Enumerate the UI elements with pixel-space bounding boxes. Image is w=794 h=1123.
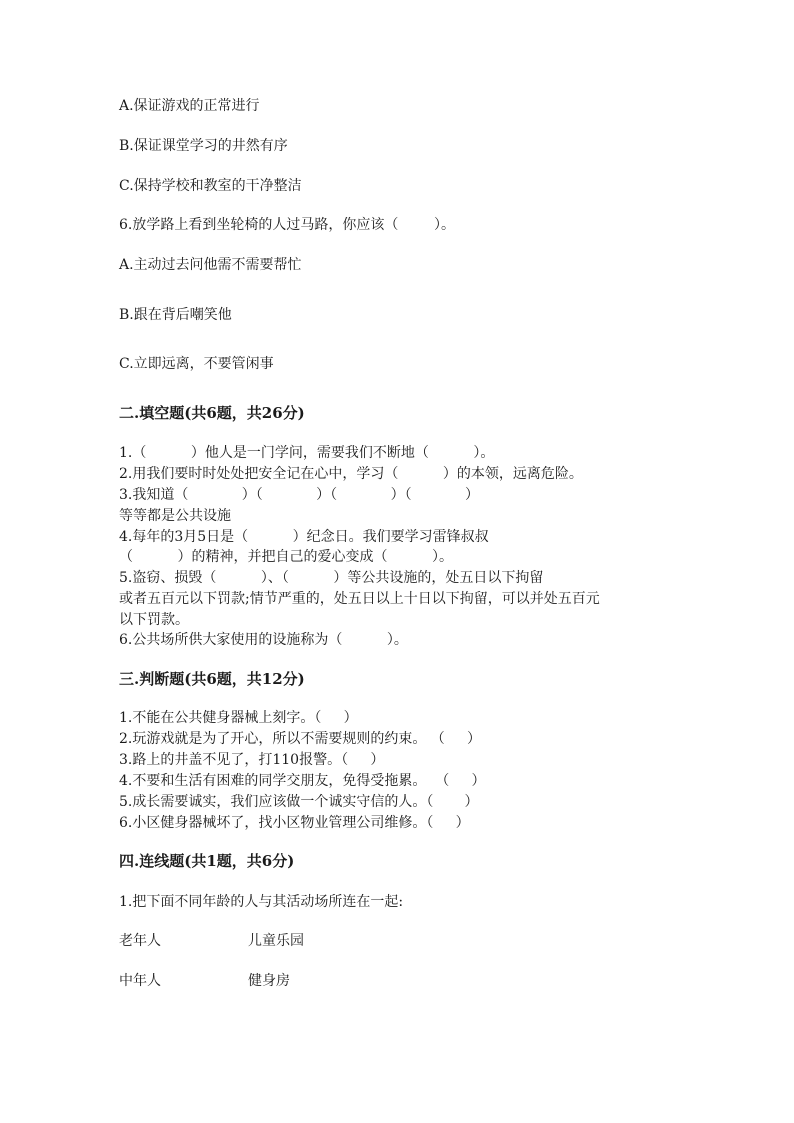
judge-line: 3.路上的井盖不见了，打110报警。（ ）	[119, 752, 385, 768]
judge-line: 5.成长需要诚实，我们应该做一个诚实守信的人。（ ）	[119, 794, 479, 810]
section3-title: 三.判断题(共6题，共12分)	[119, 670, 305, 688]
q6-option-a: A.主动过去问他需不需要帮忙	[119, 257, 302, 273]
matching-stem: 1.把下面不同年龄的人与其活动场所连在一起:	[119, 894, 404, 910]
fill-line: （ ）的精神，并把自己的爱心变成（ ）。	[119, 549, 454, 565]
q5-option-b: B.保证课堂学习的井然有序	[119, 138, 288, 154]
judge-line: 6.小区健身器械坏了，找小区物业管理公司维修。（ ）	[119, 815, 470, 831]
fill-line: 等等都是公共设施	[119, 508, 231, 524]
fill-line: 6.公共场所供大家使用的设施称为（ ）。	[119, 632, 408, 648]
fill-line: 或者五百元以下罚款;情节严重的，处五日以上十日以下拘留，可以并处五百元	[119, 591, 600, 607]
section4-title: 四.连线题(共1题，共6分)	[119, 852, 295, 870]
q6-option-b: B.跟在背后嘲笑他	[119, 307, 232, 323]
matching-left-item: 中年人	[119, 973, 161, 989]
q5-option-c: C.保持学校和教室的干净整洁	[119, 178, 302, 194]
matching-left-item: 老年人	[119, 933, 161, 949]
fill-line: 4.每年的3月5日是（ ）纪念日。我们要学习雷锋叔叔	[119, 529, 489, 545]
q5-option-a: A.保证游戏的正常进行	[119, 98, 260, 114]
q6-option-c: C.立即远离，不要管闲事	[119, 356, 274, 372]
q6-stem: 6.放学路上看到坐轮椅的人过马路，你应该（ ）。	[119, 217, 455, 233]
matching-right-item: 儿童乐园	[248, 933, 304, 949]
judge-line: 2.玩游戏就是为了开心，所以不需要规则的约束。 （ ）	[119, 731, 482, 747]
matching-right-item: 健身房	[248, 973, 290, 989]
fill-line: 3.我知道（ ）（ ）（ ）（ ）	[119, 487, 479, 503]
judge-line: 4.不要和生活有困难的同学交朋友，免得受拖累。 （ ）	[119, 773, 486, 789]
fill-line: 2.用我们要时时处处把安全记在心中，学习（ ）的本领，远离危险。	[119, 466, 583, 482]
section2-title: 二.填空题(共6题，共26分)	[119, 404, 305, 422]
fill-line: 1.（ ）他人是一门学问，需要我们不断地（ ）。	[119, 445, 495, 461]
judge-line: 1.不能在公共健身器械上刻字。（ ）	[119, 710, 358, 726]
fill-line: 5.盗窃、损毁（ ）、（ ）等公共设施的，处五日以下拘留	[119, 570, 544, 586]
fill-line: 以下罚款。	[119, 612, 189, 628]
